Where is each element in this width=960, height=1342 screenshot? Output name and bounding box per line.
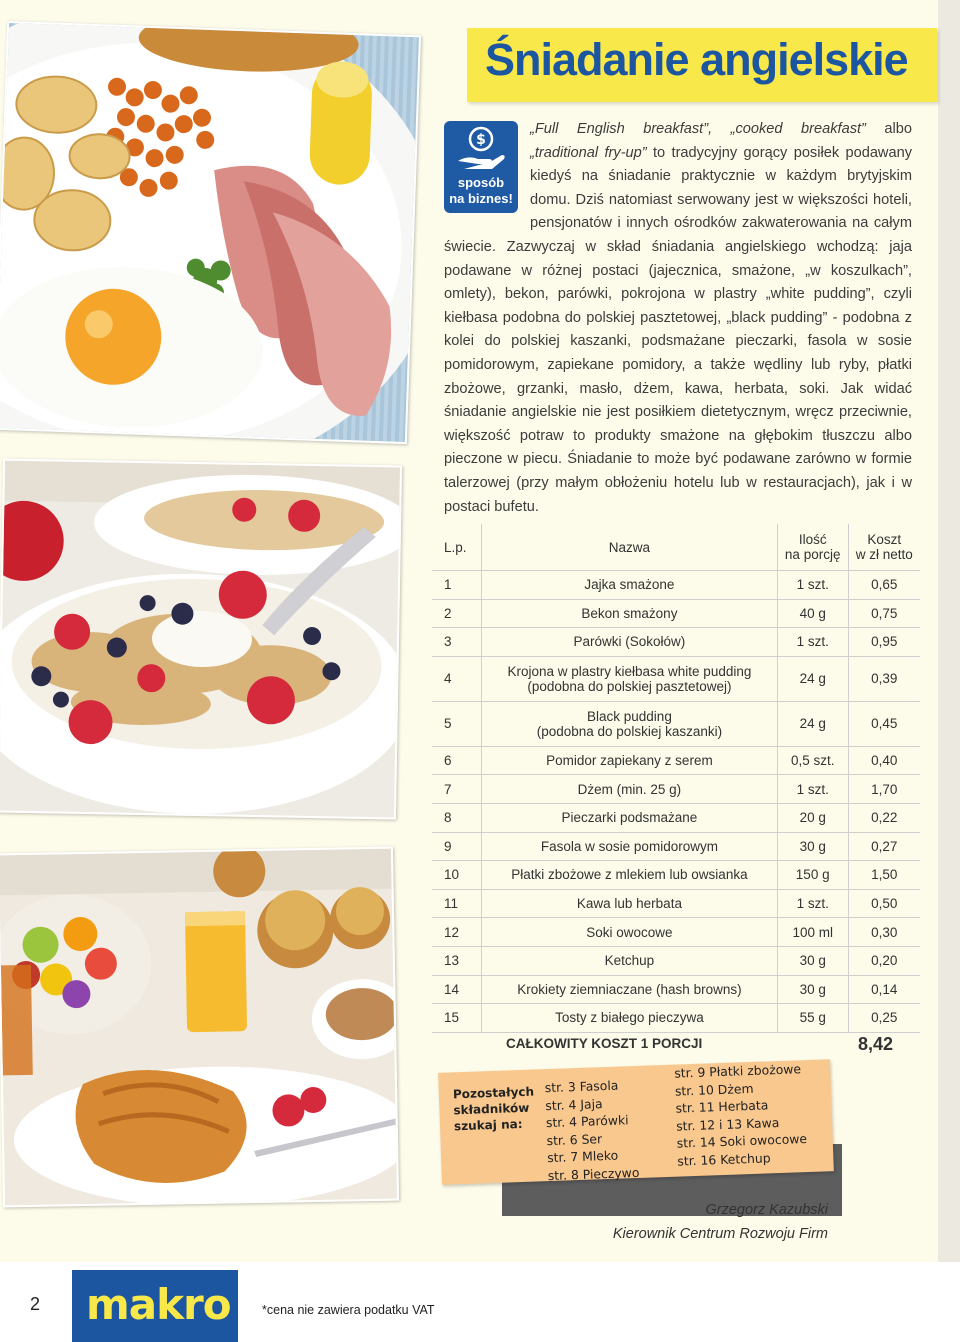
list-item: str. 7 Mleko xyxy=(546,1147,619,1166)
list-item: str. 14 Soki owocowe xyxy=(676,1131,808,1151)
badge-wrap-space xyxy=(444,118,530,234)
table-header-row xyxy=(432,524,920,571)
page-title: Śniadanie angielskie xyxy=(485,34,908,85)
total-cost-label: CAŁKOWITY KOSZT 1 PORCJI xyxy=(506,1036,703,1051)
list-item: str. 9 Płatki zbożowe xyxy=(674,1061,802,1081)
signature xyxy=(613,1198,828,1246)
note-list-right xyxy=(674,1060,808,1169)
table-row: 4 Krojona w plastry kiełbasa white pudding (podobna do polskiej pasztetowej) 24 g 0,39 xyxy=(432,656,920,701)
table-row: 13 Ketchup 30 g 0,20 xyxy=(432,946,920,975)
list-item: str. 3 Fasola xyxy=(544,1077,619,1096)
intro-text-1: albo xyxy=(865,121,912,137)
page-number: 2 xyxy=(30,1294,41,1314)
list-item: str. 8 Pieczywo xyxy=(547,1164,640,1183)
table-row: 11 Kawa lub herbata 1 szt. 0,50 xyxy=(432,889,920,918)
list-item: str. 16 Ketchup xyxy=(677,1149,771,1169)
muesli-bowl-photo xyxy=(0,459,402,820)
table-row: 1 Jajka smażone 1 szt. 0,65 xyxy=(432,571,920,600)
total-cost-value: 8,42 xyxy=(858,1034,894,1054)
table-row: 10 Płatki zbożowe z mlekiem lub owsianka 150 g 1,50 xyxy=(432,861,920,890)
note-heading: Pozostałych składników szukaj na: xyxy=(452,1084,535,1134)
other-ingredients-note xyxy=(438,1059,834,1185)
intro-italic-1: „Full English breakfast”, „cooked breakfast” xyxy=(530,121,866,137)
title-bar xyxy=(467,28,937,102)
table-row: 3 Parówki (Sokołów) 1 szt. 0,95 xyxy=(432,628,920,657)
table-row: 9 Fasola w sosie pomidorowym 30 g 0,27 xyxy=(432,832,920,861)
intro-paragraph xyxy=(444,118,912,519)
list-item: str. 6 Ser xyxy=(546,1130,603,1148)
svg-text:$: $ xyxy=(476,132,486,148)
page-edge-strip xyxy=(938,0,960,1262)
header-cost: Koszt w zł netto xyxy=(848,524,920,571)
list-item: str. 10 Dżem xyxy=(674,1080,754,1099)
list-item: str. 4 Parówki xyxy=(545,1112,629,1131)
intro-italic-2: „traditional fry-up” xyxy=(530,144,647,161)
list-item: str. 12 i 13 Kawa xyxy=(675,1114,780,1134)
intro-text-2: to tradycyjny gorący posiłek podawany kiedyś na śniadanie praktycznie w każdym brytyjskim domu. Dziś natomiast serwowany jest w większości hoteli, pensjonatów i innych ośrodków zakwaterowania na całym świecie. Zazwyczaj w skład śniadania angielskiego wchodzą: jaja podawane w różnej postaci (jajecznica, smażone, „w koszulkach”, omlety), bekon, parówki, pokrojona w plastry „white pudding”, czyli kiełbasa podobna do polskiej pasztetowej, „black pudding” - podobna z kolei do polskiej kaszanki, podsmażane pieczarki, fasola w sosie pomidorowym, zapiekane pomidory, a także wędliny lub ryby, płatki zbożowe, grzanki, masło, dżem, kawa, herbata, soki. Jak widać śniadanie angielskie nie jest posiłkiem dietetycznym, wręcz przeciwnie, większość potraw to produkty smażone na głębokim tłuszczu albo pieczone w piecu. Śniadanie to może być podawane zarówno w formie talerzowej (przy małym obłożeniu hotelu lub w restauracjach), jak i w postaci bufetu. xyxy=(444,144,913,515)
table-row: 2 Bekon smażony 40 g 0,75 xyxy=(432,599,920,628)
note-list-left xyxy=(544,1076,639,1184)
breakfast-plate-photo xyxy=(0,21,421,444)
table-row: 15 Tosty z białego pieczywa 55 g 0,25 xyxy=(432,1004,920,1033)
signature-role: Kierownik Centrum Rozwoju Firm xyxy=(612,1226,828,1242)
badge-line2: na biznes! xyxy=(449,191,513,206)
table-row: 8 Pieczarki podsmażane 20 g 0,22 xyxy=(432,803,920,832)
cost-table xyxy=(432,524,920,1033)
header-lp: L.p. xyxy=(444,539,467,555)
table-row: 7 Dżem (min. 25 g) 1 szt. 1,70 xyxy=(432,775,920,804)
signature-name: Grzegorz Kazubski xyxy=(705,1202,828,1218)
list-item: str. 4 Jaja xyxy=(545,1095,603,1113)
table-row: 12 Soki owocowe 100 ml 0,30 xyxy=(432,918,920,947)
cost-table-body xyxy=(432,571,920,1033)
makro-logo xyxy=(72,1270,238,1342)
header-name: Nazwa xyxy=(482,524,778,571)
table-row: 6 Pomidor zapiekany z serem 0,5 szt. 0,40 xyxy=(432,746,920,775)
badge-line1: sposób xyxy=(457,175,505,190)
continental-breakfast-photo xyxy=(0,847,399,1208)
header-qty: Ilość na porcję xyxy=(777,524,848,571)
list-item: str. 11 Herbata xyxy=(675,1097,769,1116)
table-row: 5 Black pudding (podobna do polskiej kaszanki) 24 g 0,45 xyxy=(432,701,920,746)
makro-logo-text: makro xyxy=(86,1280,231,1329)
table-row: 14 Krokiety ziemniaczane (hash browns) 30 g 0,14 xyxy=(432,975,920,1004)
vat-note: *cena nie zawiera podatku VAT xyxy=(262,1303,435,1317)
